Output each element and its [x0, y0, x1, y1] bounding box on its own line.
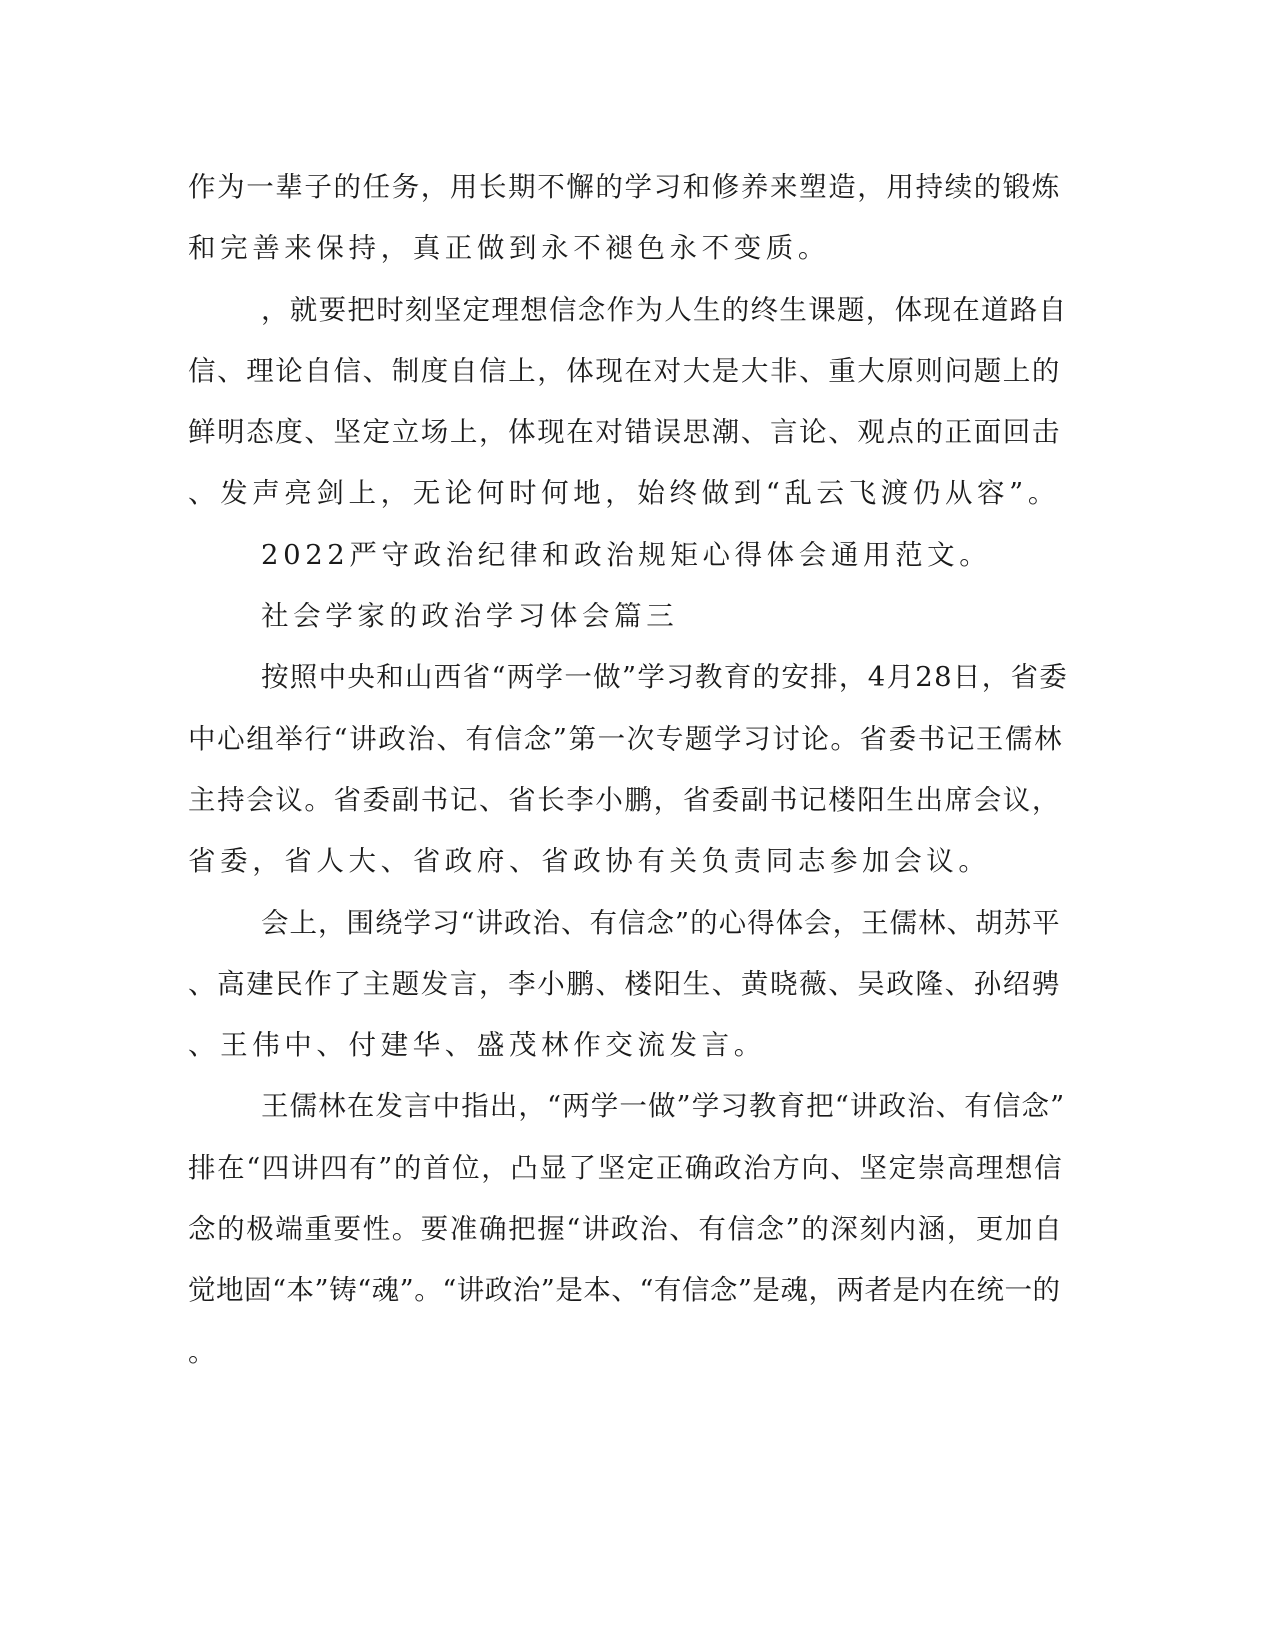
text-line: 、发声亮剑上，无论何时何地，始终做到“乱云飞渡仍从容”。 [188, 477, 1060, 510]
text-line: 会上，围绕学习“讲政治、有信念”的心得体会，王儒林、胡苏平 [261, 906, 1061, 939]
text-line: 作为一辈子的任务，用长期不懈的学习和修养来塑造，用持续的锻炼 [188, 171, 1061, 203]
text-line: 省委，省人大、省政府、省政协有关负责同志参加会议。 [188, 845, 991, 878]
text-line: 鲜明态度、坚定立场上，体现在对错误思潮、言论、观点的正面回击 [188, 416, 1061, 449]
text-line: 主持会议。省委副书记、省长李小鹏，省委副书记楼阳生出席会议， [188, 783, 1061, 816]
section-heading: 社会学家的政治学习体会篇三 [261, 600, 679, 633]
text-line: 念的极端重要性。要准确把握“讲政治、有信念”的深刻内涵，更加自 [188, 1213, 1064, 1246]
text-line: 和完善来保持，真正做到永不褪色永不变质。 [188, 232, 830, 265]
text-line: ，就要把时刻坚定理想信念作为人生的终生课题，体现在道路自 [261, 293, 1068, 326]
text-line: 2022严守政治纪律和政治规矩心得体会通用范文。 [261, 538, 992, 571]
text-line: 觉地固“本”铸“魂”。“讲政治”是本、“有信念”是魂，两者是内在统一的 [188, 1274, 1061, 1307]
text-line: 、高建民作了主题发言，李小鹏、楼阳生、黄晓薇、吴政隆、孙绍骋 [188, 967, 1061, 1000]
text-line: 、王伟中、付建华、盛茂林作交流发言。 [188, 1029, 766, 1062]
text-line: 信、理论自信、制度自信上，体现在对大是大非、重大原则问题上的 [188, 354, 1061, 387]
text-line: 按照中央和山西省“两学一做”学习教育的安排，4月28日，省委 [261, 661, 1069, 694]
text-line: 。 [188, 1335, 221, 1368]
text-line: 中心组举行“讲政治、有信念”第一次专题学习讨论。省委书记王儒林 [188, 722, 1064, 755]
text-line: 王儒林在发言中指出，“两学一做”学习教育把“讲政治、有信念” [261, 1090, 1066, 1123]
text-line: 排在“四讲四有”的首位，凸显了坚定正确政治方向、坚定崇高理想信 [188, 1151, 1064, 1184]
document-body [188, 157, 1068, 1383]
